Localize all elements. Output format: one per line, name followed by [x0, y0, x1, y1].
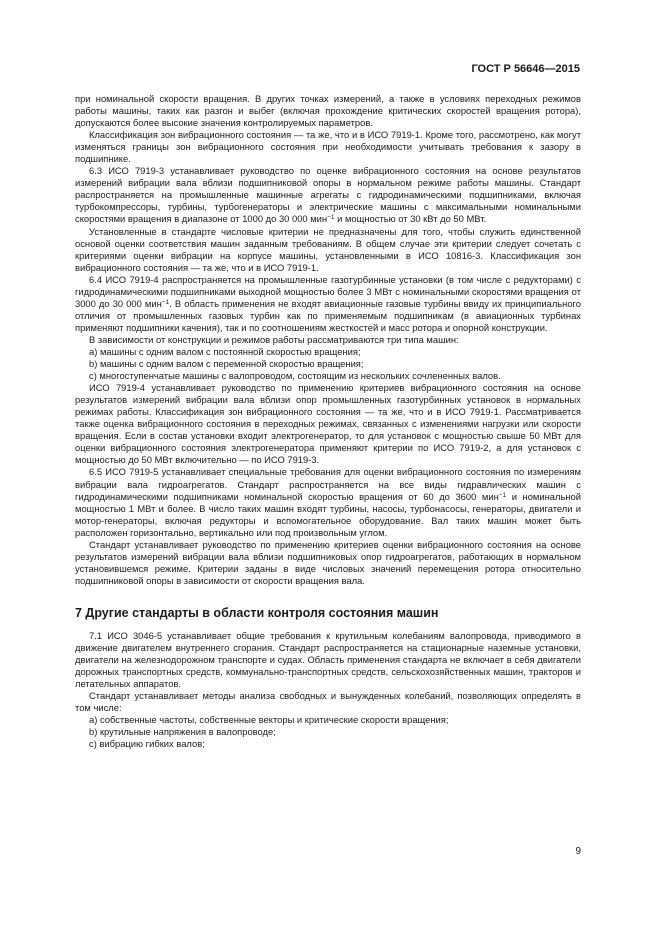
list-item: b) машины с одним валом с переменной скоростью вращения; — [89, 358, 364, 370]
paragraph-tail: и номинальной мощностью 1 МВт и более. В число таких машин входят турбины, насосы, турбонасосы, генераторы, двигатели и мотор-генераторы, включая редукторы и вспомогательное оборудование. Вал таких машин может быть расположен горизонтально, вертикально или под произвольным углом. — [75, 490, 581, 538]
section-heading: 7 Другие стандарты в области контроля состояния машин — [75, 605, 439, 620]
list-item: a) собственные частоты, собственные векторы и критические скорости вращения; — [89, 714, 449, 726]
paragraph — [75, 274, 581, 334]
document-header: ГОСТ Р 56646—2015 — [471, 63, 580, 75]
paragraph: Классификация зон вибрационного состояния — та же, что и в ИСО 7919-1. Кроме того, рассмотрено, как могут изменяться границы зон вибрационного состояния при необходимости учитывать требования к зазору в подшипнике. — [75, 129, 581, 165]
list-item: c) многоступенчатые машины с валопроводом, состоящим из нескольких сочлененных валов. — [89, 370, 501, 382]
list-item: b) крутильные напряжения в валопроводе; — [89, 726, 276, 738]
list-item: c) вибрацию гибких валов; — [89, 738, 205, 750]
paragraph: Стандарт устанавливает методы анализа свободных и вынужденных колебаний, позволяющих определять в том числе: — [75, 690, 581, 714]
superscript: −1 — [161, 298, 170, 306]
superscript: −1 — [498, 491, 507, 499]
paragraph-text: 6.5 ИСО 7919-5 устанавливает специальные требования для оценки вибрационного состояния по измерениям вибрации вала гидроагрегатов. Стандарт распространяется на все виды гидравлических машин с гидродинамическими подшипниками номинальной скоростью вращения от 60 до 3600 мин — [75, 466, 581, 502]
paragraph — [75, 466, 581, 538]
paragraph-tail: и мощностью от 30 кВт до 50 МВт. — [334, 213, 487, 225]
paragraph-text: 6.4 ИСО 7919-4 распространяется на промышленные газотурбинные установки (в том числе с редукторами) с гидродинамическими подшипниками выходной мощностью более 3 МВт с номинальными скоростями вращения от 3000 до 30 000 мин — [75, 273, 581, 309]
superscript: −1 — [327, 214, 335, 222]
page-number: 9 — [575, 846, 581, 857]
paragraph-tail: . В область применения не входят авиационные газовые турбины ввиду их принципиального отличия от промышленных газовых турбин как по применяемым подшипникам (в авиационных турбинах применяют подшипники качения), так и по соотношениям жесткостей и масс ротора и опорной конструкции. — [75, 297, 581, 333]
paragraph: 7.1 ИСО 3046-5 устанавливает общие требования к крутильным колебаниям валопровода, приводимого в движение двигателем внутреннего сгорания. Стандарт распространяется на стационарные наземные установки, двигатели на железнодорожном транспорте и судах. Область применения стандарта не включает в себя двигатели дорожных транспортных средств, коммунально-транспортных средств, сельскохозяйственных машин, тракторов и летательных аппаратов. — [75, 629, 581, 690]
paragraph: Стандарт устанавливает руководство по применению критериев оценки вибрационного состояния на основе результатов измерений вибрации вала вблизи подшипниковых опор гидроагрегатов, работающих в нормальном установившемся режиме. Критерии заданы в виде числовых значений перемещения ротора относительно подшипниковой опоры в зависимости от скорости вращения вала. — [75, 538, 581, 586]
paragraph: Установленные в стандарте числовые критерии не предназначены для того, чтобы служить единственной основой оценки соответствия машин заданным требованиям. В общем случае эти критерии следует сочетать с критериями оценки вибрации на корпусе машины, установленными в ИСО 10816-3. Классификация зон вибрационного состояния — та же, что и в ИСО 7919-1. — [75, 225, 581, 273]
paragraph: В зависимости от конструкции и режимов работы рассматриваются три типа машин: — [89, 333, 459, 345]
paragraph: при номинальной скорости вращения. В других точках измерений, а также в условиях переходных режимов работы машины, таких как разгон и выбег (включая прохождение критических скоростей вращения ротора), допускаются более высокие значения контролируемых параметров. — [75, 93, 581, 129]
paragraph: ИСО 7919-4 устанавливает руководство по применению критериев вибрационного состояния на основе результатов измерений вибрации вала вблизи опор промышленных газотурбинных установок в нормальных режимах работы. Классификация зон вибрационного состояния — та же, что и в ИСО 7919-1. Рассматривается также оценка вибрационного состояния в переходных режимах, связанных с изменениями нагрузки или скорости вращения. Если в состав установки входит электрогенератор, то для установок с мощностью свыше 50 МВт для оценки вибрационного состояния электрогенератора применяют критерии по ИСО 7919-2, а для установок с мощностью до 50 МВт включительно — по ИСО 7919-3. — [75, 382, 581, 466]
list-item: а) машины с одним валом с постоянной скоростью вращения; — [89, 345, 361, 357]
paragraph-text: 6.3 ИСО 7919-3 устанавливает руководство по оценке вибрационного состояния на основе результатов измерений вибрации вала вблизи подшипниковой опоры в нормальном режиме работы машины. Стандарт распространяется на промышленные машинные агрегаты с гидродинамическими подшипниками, включая турбокомпрессоры, турбины, турбогенераторы и электрические машины с максимальными номинальными скоростями вращения в диапазоне от 1000 до 30 000 мин — [75, 165, 581, 225]
paragraph — [75, 165, 581, 225]
page-body — [75, 93, 581, 750]
